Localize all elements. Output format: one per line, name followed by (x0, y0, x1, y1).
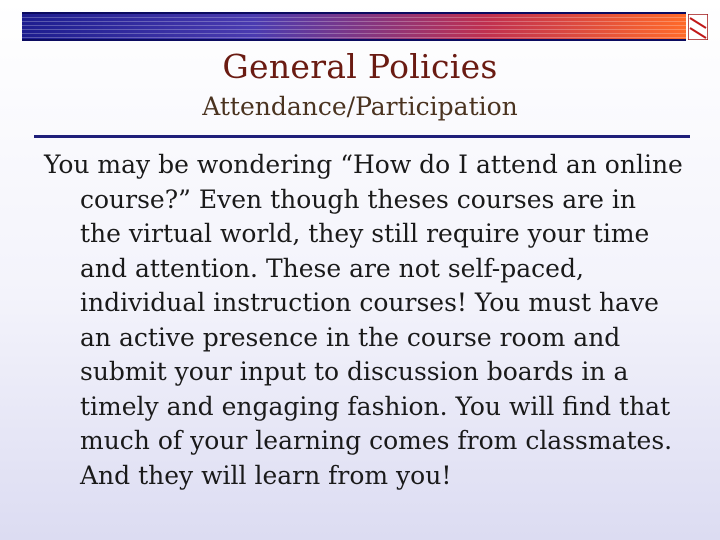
title-divider (34, 135, 690, 138)
slide-body-text: You may be wondering “How do I attend an online course?” Even though theses courses are in the virtual world, they still require your time and attention. These are not self-paced, individual instruction courses! You must have an active presence in the course room and submit your input to discussion boards in a timely and engaging fashion. You will find that much of your learning comes from classmates. And they will learn from you! (44, 150, 683, 490)
header-decorative-bar (22, 12, 686, 41)
slide-subtitle: Attendance/Participation (202, 92, 518, 121)
slide-title: General Policies (222, 47, 498, 86)
slash-mark-icon (688, 14, 708, 40)
